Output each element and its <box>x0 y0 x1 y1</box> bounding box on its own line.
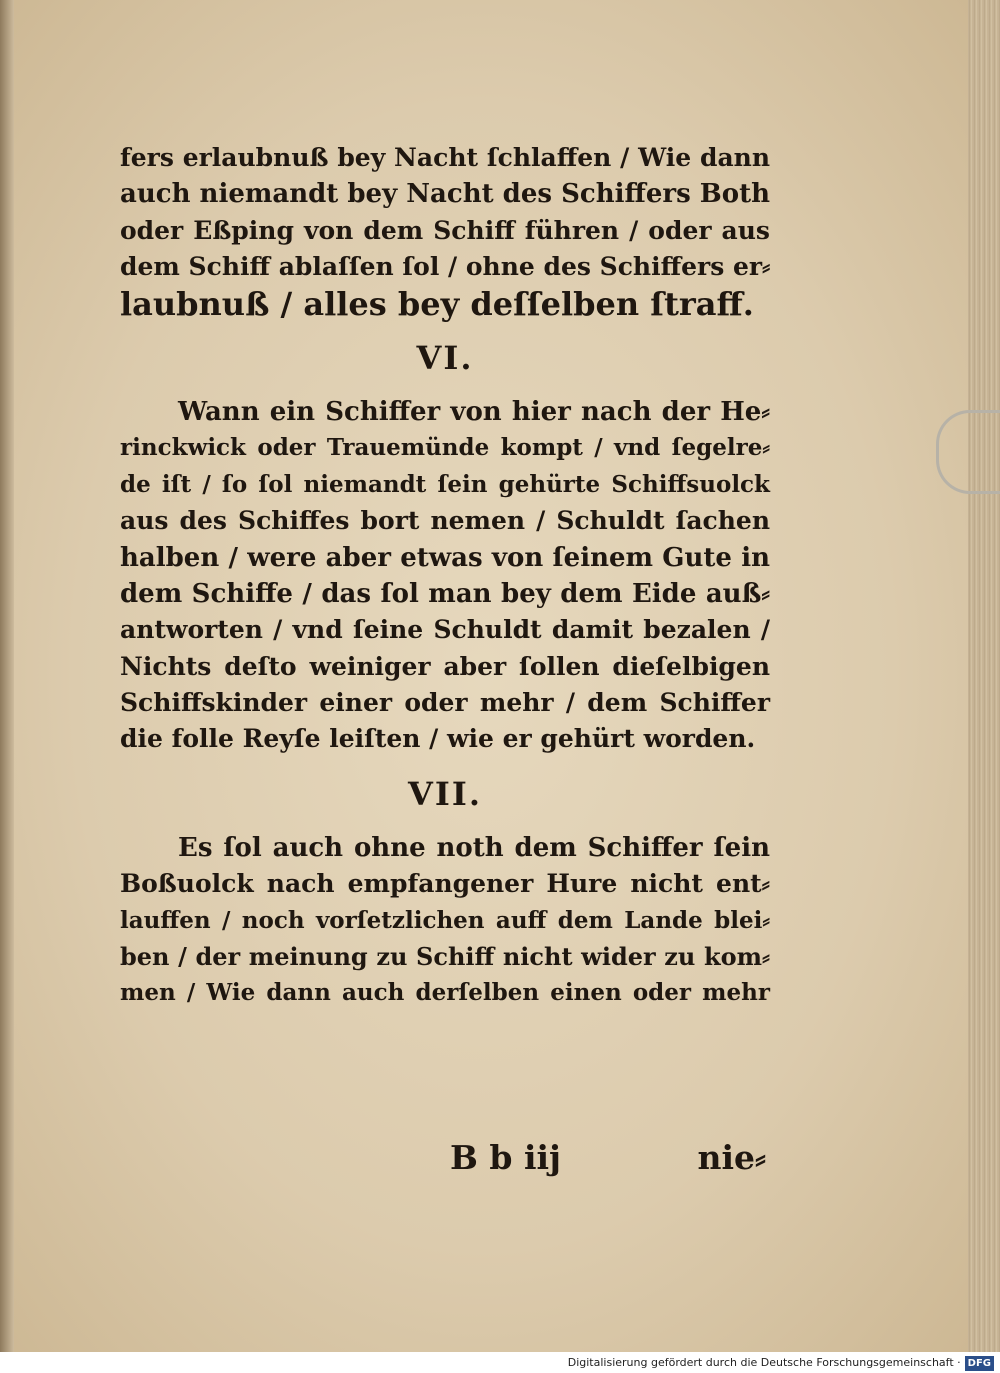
section-heading-vi: VI. <box>416 338 474 377</box>
text-line: rinckwick oder Trauemünde kompt / vnd ſegelre⸗ <box>120 434 770 462</box>
dfg-logo-icon: DFG <box>965 1356 994 1371</box>
page-signature-line <box>120 1138 770 1177</box>
text-line: lauffen / noch vorſetzlichen auff dem Lande blei⸗ <box>120 906 770 934</box>
text-line: Nichts deſto weiniger aber ſollen dieſelbigen <box>120 651 770 681</box>
text-line: men / Wie dann auch derſelben einen oder mehr <box>120 979 770 1007</box>
text-line: oder Eßping von dem Schiff führen / oder aus <box>120 215 770 245</box>
paragraph-3 <box>120 830 770 1012</box>
text-line: dem Schiff ablaſſen ſol / ohne des Schiffers er⸗ <box>120 252 771 282</box>
signature-mark: B b iij <box>450 1138 561 1177</box>
text-line: Es ſol auch ohne noth dem Schiffer ſein <box>178 832 770 863</box>
page-gutter <box>0 0 14 1352</box>
text-line: laubnuß / alles bey deſſelben ſtraff. <box>120 284 754 323</box>
text-line: aus des Schiffes bort nemen / Schuldt ſachen <box>120 506 770 536</box>
footer-bar <box>0 1352 1000 1373</box>
text-line: Schiffskinder einer oder mehr / dem Schiffer <box>120 688 770 718</box>
text-line: Wann ein Schiffer von hier nach der He⸗ <box>178 396 770 427</box>
text-line: halben / were aber etwas von ſeinem Gute in <box>120 542 770 573</box>
text-line: antworten / vnd ſeine Schuldt damit bezalen / <box>120 615 770 645</box>
page-text <box>120 140 770 1012</box>
text-line: ben / der meinung zu Schiff nicht wider zu kom⸗ <box>120 942 770 972</box>
page-edges <box>968 0 1000 1352</box>
section-heading-vii: VII. <box>408 774 482 813</box>
catchword: nie⸗ <box>697 1138 766 1177</box>
paragraph-2 <box>120 394 770 758</box>
text-line: auch niemandt bey Nacht des Schiffers Both <box>120 179 770 210</box>
text-line: dem Schiffe / das ſol man bey dem Eide auß⸗ <box>120 578 770 609</box>
page-clip <box>936 410 1000 494</box>
text-line: Boßuolck nach empfangener Hure nicht ent⸗ <box>120 869 770 899</box>
footer-credit: Digitalisierung gefördert durch die Deutsche Forschungsgemeinschaft · <box>567 1356 961 1369</box>
paragraph-1 <box>120 140 770 322</box>
text-line: fers erlaubnuß bey Nacht ſchlaffen / Wie dann <box>120 143 770 172</box>
text-line: die folle Reyſe leiſten / wie er gehürt worden. <box>120 724 756 754</box>
text-line: de iſt / ſo ſol niemandt ſein gehürte Schiffsuolck <box>120 470 770 498</box>
